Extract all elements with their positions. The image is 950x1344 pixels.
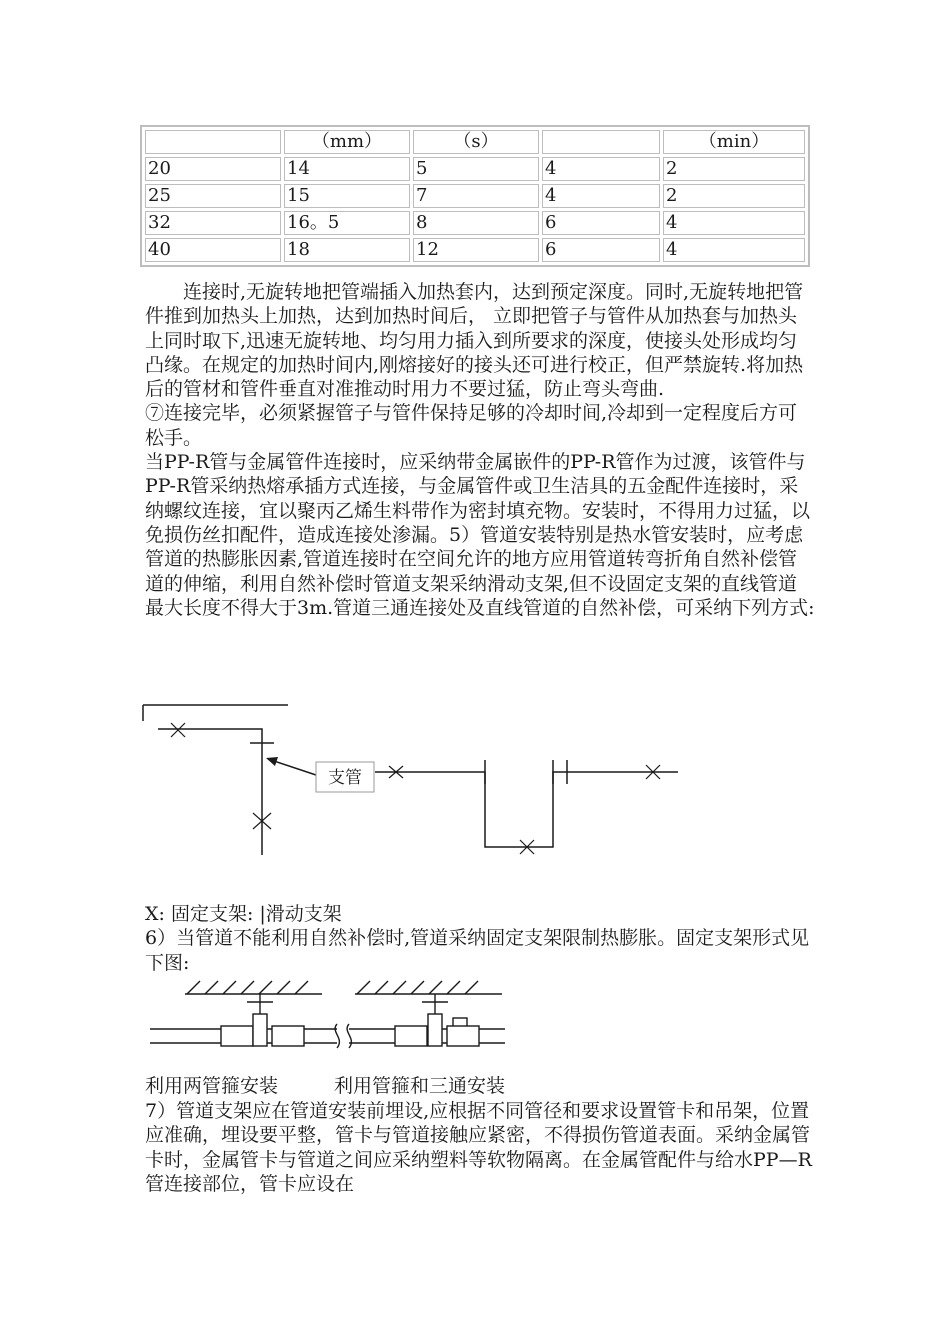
- table-header-cell: （mm）: [284, 130, 410, 154]
- table-cell: 2: [663, 157, 805, 181]
- table-header-cell: （s）: [413, 130, 539, 154]
- table-cell: 40: [145, 238, 281, 262]
- table-cell: 7: [413, 184, 539, 208]
- arrow-head-icon: [266, 757, 278, 766]
- pipe-spec-table: [140, 125, 810, 267]
- table-cell: 4: [663, 211, 805, 235]
- table-cell: 6: [542, 238, 660, 262]
- paragraph-connection: 连接时,无旋转地把管端插入加热套内，达到预定深度。同时,无旋转地把管件推到加热头上加热，达到加热时间后， 立即把管子与管件从加热套与加热头上同时取下,迅速无旋转地、均匀用力插入到所要求的深度，使接头处形成均匀凸缘。在规定的加热时间内,刚熔接好的接头还可进行校正，但严禁旋转.将加热后的管材和管件垂直对准推动时用力不要过猛，防止弯头弯曲.: [145, 281, 804, 401]
- paragraph-pipe-support: 7）管道支架应在管道安装前埋设,应根据不同管径和要求设置管卡和吊架，位置应准确，埋设要平整，管卡与管道接触应紧密，不得损伤管道表面。采纳金属管卡时，金属管卡与管道之间应采纳塑料等软物隔离。在金属管配件与给水PP—R管连接部位，管卡应设在: [145, 1100, 812, 1195]
- legend-text: X: 固定支架: |滑动支架: [145, 903, 342, 925]
- body-text-block-3: [145, 1099, 815, 1196]
- table-cell: 15: [284, 184, 410, 208]
- paragraph-cooling: ⑦连接完毕，必须紧握管子与管件保持足够的冷却时间,冷却到一定程度后方可松手。: [145, 402, 798, 449]
- table-cell: 5: [413, 157, 539, 181]
- table-header-cell: （min）: [663, 130, 805, 154]
- table-cell: 18: [284, 238, 410, 262]
- body-text-block-1: [145, 280, 815, 620]
- table-row: [145, 238, 805, 262]
- table-header-row: [145, 130, 805, 154]
- table-cell: 4: [542, 157, 660, 181]
- natural-compensation-diagram: [140, 695, 700, 865]
- table-cell: 16。5: [284, 211, 410, 235]
- caption-coupling-tee: 利用管箍和三通安装: [334, 1075, 506, 1097]
- table-cell: 8: [413, 211, 539, 235]
- table-header-cell: [145, 130, 281, 154]
- table-cell: 25: [145, 184, 281, 208]
- table-cell: 20: [145, 157, 281, 181]
- table-cell: 2: [663, 184, 805, 208]
- table-cell: 12: [413, 238, 539, 262]
- table-row: [145, 157, 805, 181]
- table-row: [145, 184, 805, 208]
- body-text-block-2: [145, 902, 815, 975]
- table-cell: 4: [542, 184, 660, 208]
- paragraph-fixed-support: 6）当管道不能利用自然补偿时,管道采纳固定支架限制热膨胀。固定支架形式见下图:: [145, 927, 810, 974]
- table-cell: 32: [145, 211, 281, 235]
- caption-two-couplings: 利用两管箍安装: [145, 1075, 279, 1097]
- table-header-cell: [542, 130, 660, 154]
- table-cell: 4: [663, 238, 805, 262]
- paragraph-metal-fitting: 当PP-R管与金属管件连接时，应采纳带金属嵌件的PP-R管作为过渡，该管件与PP-R管采纳热熔承插方式连接，与金属管件或卫生洁具的五金配件连接时，采纳螺纹连接，宜以聚丙乙烯生料带作为密封填充物。安装时，不得用力过猛，以免损伤丝扣配件，造成连接处渗漏。5）管道安装特别是热水管安装时，应考虑管道的热膨胀因素,管道连接时在空间允许的地方应用管道转弯折角自然补偿管道的伸缩，利用自然补偿时管道支架采纳滑动支架,但不设固定支架的直线管道最大长度不得大于3m.管道三通连接处及直线管道的自然补偿，可采纳下列方式:: [145, 451, 815, 619]
- table-cell: 6: [542, 211, 660, 235]
- table-cell: 14: [284, 157, 410, 181]
- fixed-support-diagram: [145, 972, 510, 1054]
- branch-pipe-label: 支管: [328, 768, 362, 787]
- table-row: [145, 211, 805, 235]
